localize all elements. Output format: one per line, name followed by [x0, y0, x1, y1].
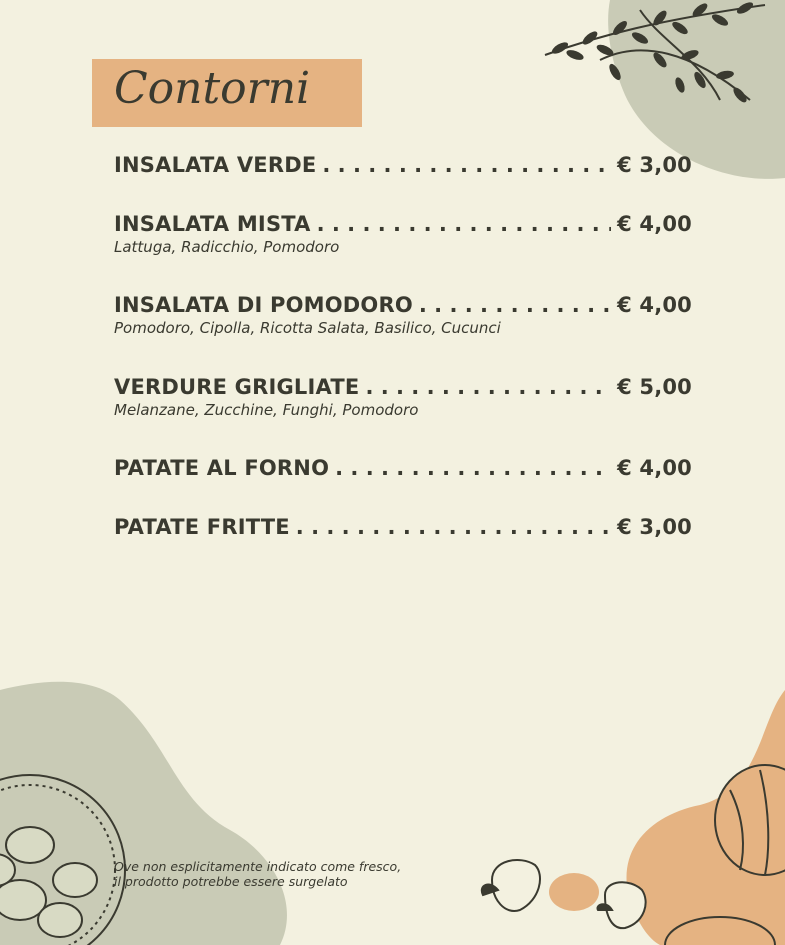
- menu-item: [114, 515, 692, 539]
- menu-item-description: Lattuga, Radicchio, Pomodoro: [114, 238, 340, 256]
- menu-item-name: INSALATA VERDE: [114, 153, 317, 177]
- dot-leader: [296, 515, 611, 539]
- menu-item-price: € 3,00: [617, 153, 692, 177]
- dot-leader: [317, 212, 611, 236]
- peach-dot: [549, 873, 599, 911]
- footnote-line: il prodotto potrebbe essere surgelato: [114, 874, 348, 889]
- menu-item-name: INSALATA DI POMODORO: [114, 293, 413, 317]
- menu-item-price: € 4,00: [617, 293, 692, 317]
- menu-item-description: Pomodoro, Cipolla, Ricotta Salata, Basilico, Cucunci: [114, 319, 501, 337]
- menu-item: [114, 212, 692, 256]
- section-title-box: [92, 59, 362, 127]
- menu-item: [114, 375, 692, 419]
- dot-leader: [365, 375, 611, 399]
- menu-item-name: INSALATA MISTA: [114, 212, 311, 236]
- menu-item-price: € 4,00: [617, 456, 692, 480]
- menu-item-price: € 3,00: [617, 515, 692, 539]
- menu-item-name: PATATE AL FORNO: [114, 456, 330, 480]
- dot-leader: [419, 293, 611, 317]
- menu-item: [114, 456, 692, 480]
- footnote-line: Ove non esplicitamente indicato come fresco,: [114, 859, 402, 874]
- dot-leader: [335, 456, 611, 480]
- menu-item-description: Melanzane, Zucchine, Funghi, Pomodoro: [114, 401, 419, 419]
- section-title: Contorni: [114, 63, 311, 114]
- footnote: [114, 859, 401, 889]
- menu-item-price: € 5,00: [617, 375, 692, 399]
- menu-item: [114, 153, 692, 177]
- menu-item-name: PATATE FRITTE: [114, 515, 290, 539]
- menu-item: [114, 293, 692, 337]
- menu-item-name: VERDURE GRIGLIATE: [114, 375, 360, 399]
- dot-leader: [322, 153, 611, 177]
- menu-item-price: € 4,00: [617, 212, 692, 236]
